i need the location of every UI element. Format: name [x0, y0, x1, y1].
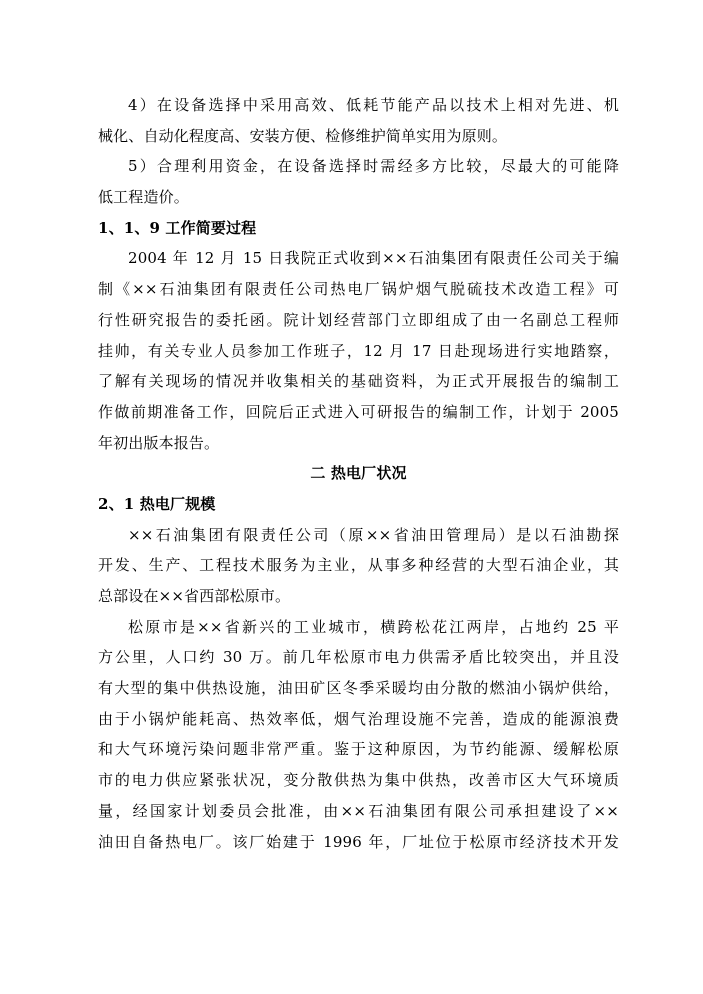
work-process-line-3: 行性研究报告的委托函。院计划经营部门立即组成了由一名副总工程师 — [98, 310, 619, 329]
work-process-line-5: 了解有关现场的情况并收集相关的基础资料，为正式开展报告的编制工 — [98, 372, 619, 391]
work-process-line-6: 作做前期准备工作，回院后正式进入可研报告的编制工作，计划于 2005 — [98, 402, 619, 421]
work-process-line-2: 制《××石油集团有限责任公司热电厂锅炉烟气脱硫技术改造工程》可 — [98, 280, 619, 299]
company-line-3: 总部设在××省西部松原市。 — [98, 587, 291, 605]
company-line-1: ××石油集团有限责任公司（原××省油田管理局）是以石油勘探 — [128, 525, 619, 544]
company-line-2: 开发、生产、工程技术服务为主业，从事多种经营的大型石油企业，其 — [98, 556, 619, 575]
principle-4-line-2: 械化、自动化程度高、安装方便、检修维护简单实用为原则。 — [98, 126, 508, 145]
city-line-6: 市的电力供应紧张状况，变分散供热为集中供热，改善市区大气环境质 — [98, 771, 619, 790]
city-line-1: 松原市是××省新兴的工业城市，横跨松花江两岸，占地约 25 平 — [128, 617, 619, 636]
city-line-7: 量，经国家计划委员会批准，由××石油集团有限公司承担建设了×× — [98, 801, 619, 820]
work-process-line-7: 年初出版本报告。 — [98, 433, 220, 452]
principle-5-line-2: 低工程造价。 — [98, 188, 189, 207]
principle-5-line-1: 5）合理利用资金，在设备选择时需经多方比较，尽最大的可能降 — [128, 157, 619, 176]
city-line-8: 油田自备热电厂。该厂始建于 1996 年，厂址位于松原市经济技术开发 — [98, 832, 619, 851]
section-heading-2-1: 2、1 热电厂规模 — [98, 494, 216, 513]
city-line-5: 和大气环境污染问题非常严重。鉴于这种原因，为节约能源、缓解松原 — [98, 740, 619, 759]
work-process-line-1: 2004 年 12 月 15 日我院正式收到××石油集团有限责任公司关于编 — [128, 249, 619, 268]
section-heading-1-1-9: 1、1、9 工作简要过程 — [98, 218, 257, 237]
city-line-2: 方公里，人口约 30 万。前几年松原市电力供需矛盾比较突出，并且没 — [98, 648, 619, 667]
document-body — [98, 90, 619, 857]
work-process-line-4: 挂帅，有关专业人员参加工作班子，12 月 17 日赴现场进行实地踏察， — [98, 341, 619, 360]
city-line-4: 由于小锅炉能耗高、热效率低，烟气治理设施不完善，造成的能源浪费 — [98, 709, 619, 728]
principle-4-line-1: 4）在设备选择中采用高效、低耗节能产品以技术上相对先进、机 — [128, 96, 619, 114]
chapter-heading-2: 二 热电厂状况 — [310, 464, 407, 483]
city-line-3: 有大型的集中供热设施，油田矿区冬季采暖均由分散的燃油小锅炉供给， — [98, 679, 619, 698]
